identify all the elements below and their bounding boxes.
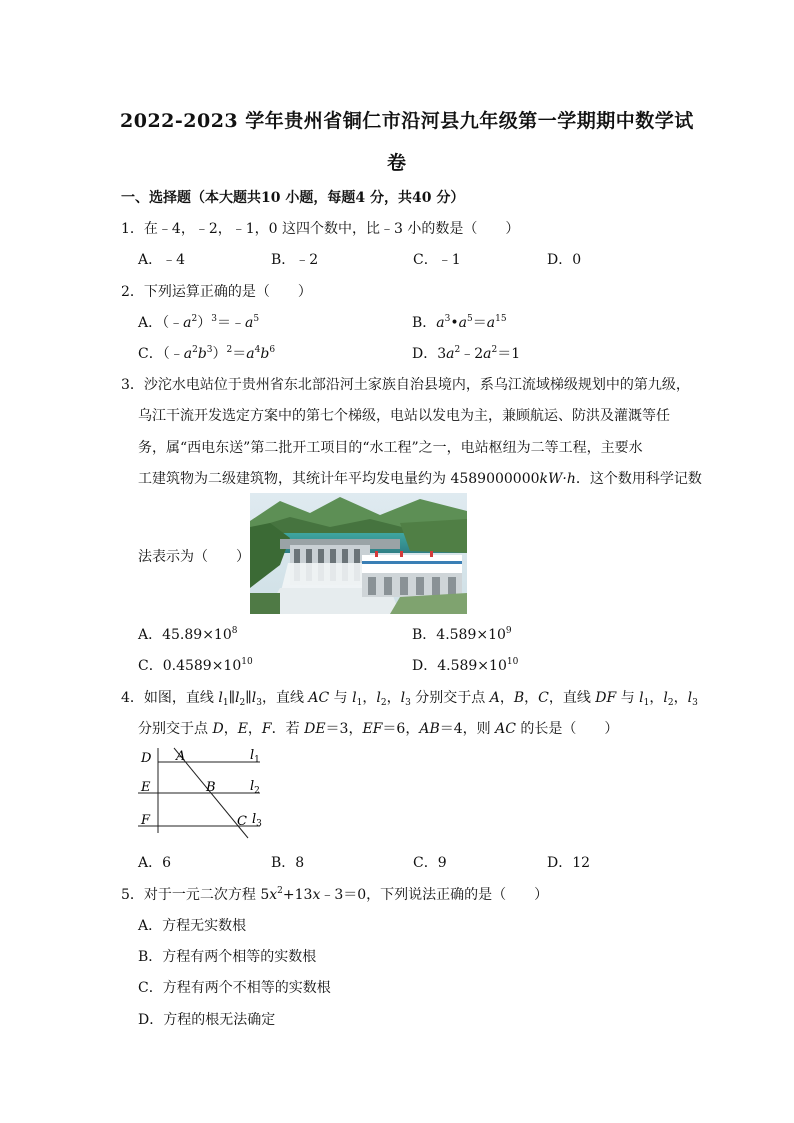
section-heading: 一、选择题（本大题共10 小题，每题4 分，共40 分） (121, 190, 465, 206)
q3-option-a: A．$45.89\times 10^8$ (138, 626, 238, 643)
q3-option-d: D．$4.589\times 10^{10}$ (412, 657, 519, 674)
q4-option-d: D．12 (547, 855, 591, 871)
q5-option-a: A．方程无实数根 (138, 918, 247, 934)
q2-option-b: B．$a^3•a^5=a^{15}$ (412, 314, 507, 331)
q1-option-b: B．﹣2 (271, 252, 319, 268)
label-f: F (141, 813, 151, 828)
q3-line4 (138, 468, 702, 488)
label-l1: $l_1$ (250, 748, 260, 765)
q3-option-b: B．$4.589\times 10^9$ (412, 626, 512, 643)
label-b: B (206, 780, 216, 795)
q3-unit: kW·h (539, 471, 576, 487)
exam-title-line2: 卷 (387, 152, 407, 174)
q4-option-c: C．9 (413, 855, 447, 871)
q5-stem: 5．对于一元二次方程 $5x^2+13x﹣3=0$，下列说法正确的是（ ） (121, 886, 549, 903)
hydropower-station-photo (250, 493, 467, 614)
q3-line1: 3．沙沱水电站位于贵州省东北部沿河土家族自治县境内，系乌江流域梯级规划中的第九级， (121, 377, 690, 393)
exam-title-line1: 2022-2023 学年贵州省铜仁市沿河县九年级第一学期期中数学试 (120, 110, 694, 132)
q2-option-d: D．$3a^2﹣2a^2=1$ (412, 345, 521, 362)
q1-stem: 1．在﹣4，﹣2，﹣1，0 这四个数中，比﹣3 小的数是（ ） (121, 221, 520, 237)
label-a: A (176, 749, 186, 764)
label-e: E (141, 780, 151, 795)
q4-option-b: B．8 (271, 855, 305, 871)
q2-stem: 2．下列运算正确的是（ ） (121, 284, 312, 300)
q3-line2: 乌江干流开发选定方案中的第七个梯级，电站以发电为主，兼顾航运、防洪及灌溉等任 (138, 408, 670, 424)
label-l2: $l_2$ (250, 779, 260, 796)
q4-line1: 4．如图，直线 $l_1\parallel l_2\parallel l_3$，直线 AC 与 $l_1$，$l_2$，$l_3$ 分别交于点 A，B，C，直线 DF 与 $l_1$，$l_2$，$l_3$ (121, 690, 698, 708)
q3-line4-pre: 工建筑物为二级建筑物，其统计年平均发电量约为 4589000000 (138, 471, 540, 487)
q3-line4-post: ．这个数用科学记数 (575, 471, 702, 487)
label-l3: $l_3$ (252, 812, 262, 829)
parallel-lines-diagram (138, 745, 268, 840)
q5-option-b: B．方程有两个相等的实数根 (138, 949, 317, 965)
q5-option-d: D．方程的根无法确定 (138, 1012, 276, 1028)
q4-line2: 分别交于点 D，E，F．若 DE＝3，EF＝6，AB＝4，则 AC 的长是（ ） (138, 721, 619, 737)
q2-option-c: C．$(﹣a^2b^3)^2=a^4b^6$ (138, 345, 276, 362)
q1-option-d: D．0 (547, 252, 582, 268)
q3-line5: 法表示为（ ） (138, 549, 250, 565)
q3-line3: 务，属“西电东送”第二批开工项目的“水工程”之一，电站枢纽为二等工程，主要水 (138, 440, 643, 456)
label-d: D (141, 751, 152, 766)
q1-option-c: C．﹣1 (413, 252, 461, 268)
q4-option-a: A．6 (138, 855, 172, 871)
q2-option-a: A．$(﹣a^2)^3=﹣a^5$ (138, 314, 260, 331)
q1-option-a: A．﹣4 (138, 252, 186, 268)
q5-option-c: C．方程有两个不相等的实数根 (138, 980, 331, 996)
label-c: C (237, 814, 247, 829)
q3-option-c: C．$0.4589\times 10^{10}$ (138, 657, 253, 674)
